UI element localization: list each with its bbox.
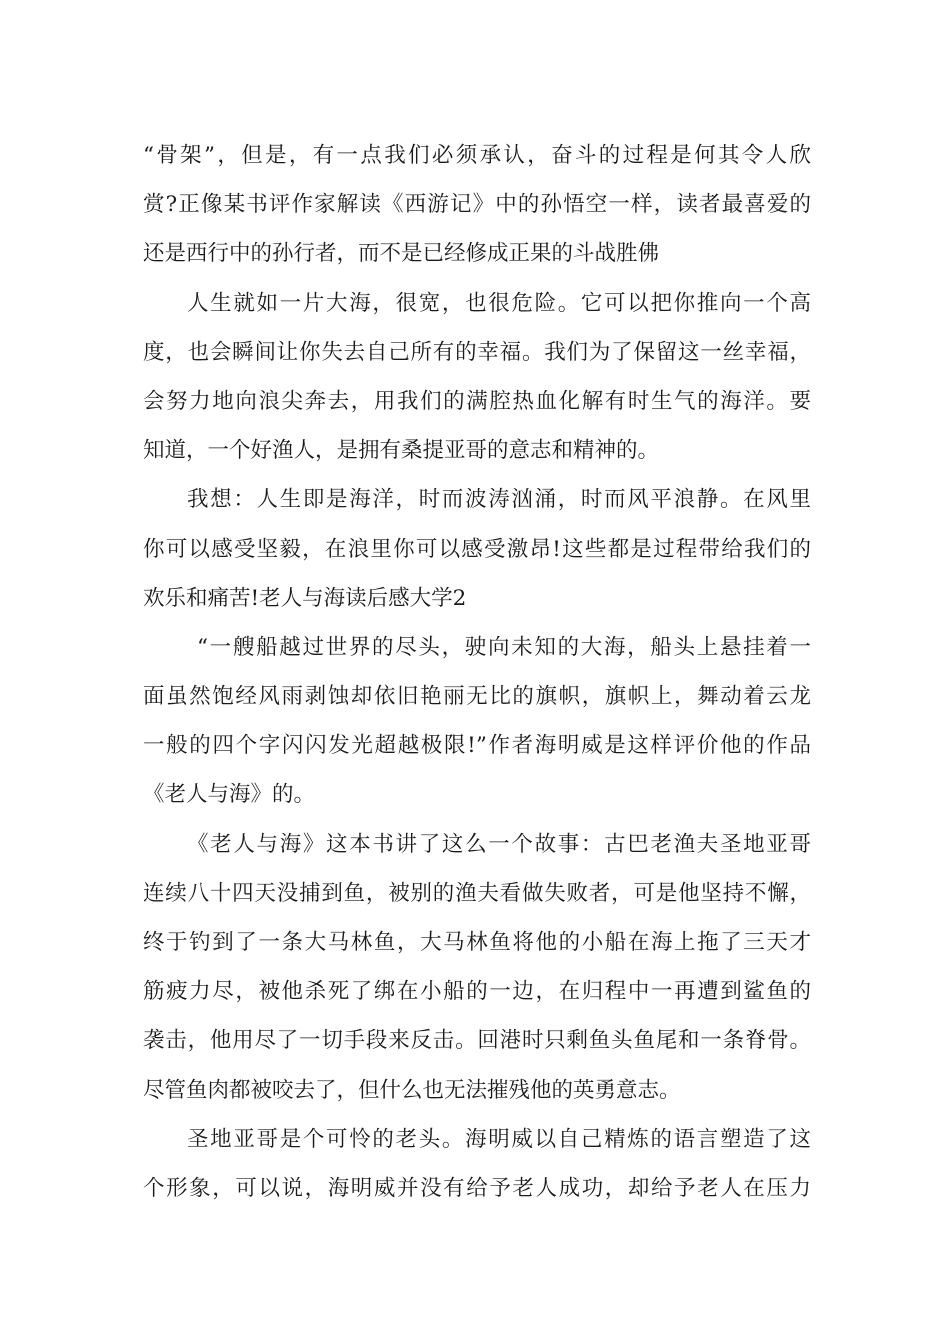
text-line: “骨架”，但是，有一点我们必须承认，奋斗的过程是何其令人欣	[143, 143, 811, 168]
text-line: 知道，一个好渔人，是拥有桑提亚哥的意志和精神的。	[143, 438, 660, 464]
text-line: 会努力地向浪尖奔去，用我们的满腔热血化解有时生气的海洋。要	[143, 388, 811, 414]
body-text	[143, 131, 811, 1213]
text-line: 面虽然饱经风雨剥蚀却依旧艳丽无比的旗帜，旗帜上，舞动着云龙	[143, 684, 811, 710]
text-line: 连续八十四天没捕到鱼，被别的渔夫看做失败者，可是他坚持不懈，	[143, 880, 811, 906]
text-line: 人生就如一片大海，很宽，也很危险。它可以把你推向一个高	[187, 290, 811, 316]
text-line: 欢乐和痛苦!老人与海读后感大学2	[143, 585, 467, 611]
text-line: 《老人与海》这本书讲了这么一个故事：古巴老渔夫圣地亚哥	[187, 831, 811, 857]
text-line: 赏?正像某书评作家解读《西游记》中的孙悟空一样，读者最喜爱的	[143, 192, 811, 218]
text-line: 圣地亚哥是个可怜的老头。海明威以自己精炼的语言塑造了这	[187, 1126, 811, 1152]
text-line: 度，也会瞬间让你失去自己所有的幸福。我们为了保留这一丝幸福，	[143, 339, 811, 365]
text-line: 筋疲力尽，被他杀死了绑在小船的一边，在归程中一再遭到鲨鱼的	[143, 979, 811, 1005]
text-line: 我想：人生即是海洋，时而波涛汹涌，时而风平浪静。在风里	[187, 487, 811, 513]
text-line: 个形象，可以说，海明威并没有给予老人成功，却给予老人在压力	[143, 1175, 811, 1201]
text-line: 袭击，他用尽了一切手段来反击。回港时只剩鱼头鱼尾和一条脊骨。	[143, 1028, 811, 1054]
text-line: 还是西行中的孙行者，而不是已经修成正果的斗战胜佛	[143, 241, 660, 267]
text-line: 一般的四个字闪闪发光超越极限!”作者海明威是这样评价他的作品	[143, 733, 811, 759]
text-line: “一艘船越过世界的尽头，驶向未知的大海，船头上悬挂着一	[197, 634, 811, 660]
text-line: 《老人与海》的。	[143, 782, 316, 808]
text-line: 尽管鱼肉都被咬去了，但什么也无法摧残他的英勇意志。	[143, 1077, 681, 1103]
text-line: 你可以感受坚毅，在浪里你可以感受激昂!这些都是过程带给我们的	[143, 536, 811, 562]
text-line: 终于钓到了一条大马林鱼，大马林鱼将他的小船在海上拖了三天才	[143, 930, 811, 955]
